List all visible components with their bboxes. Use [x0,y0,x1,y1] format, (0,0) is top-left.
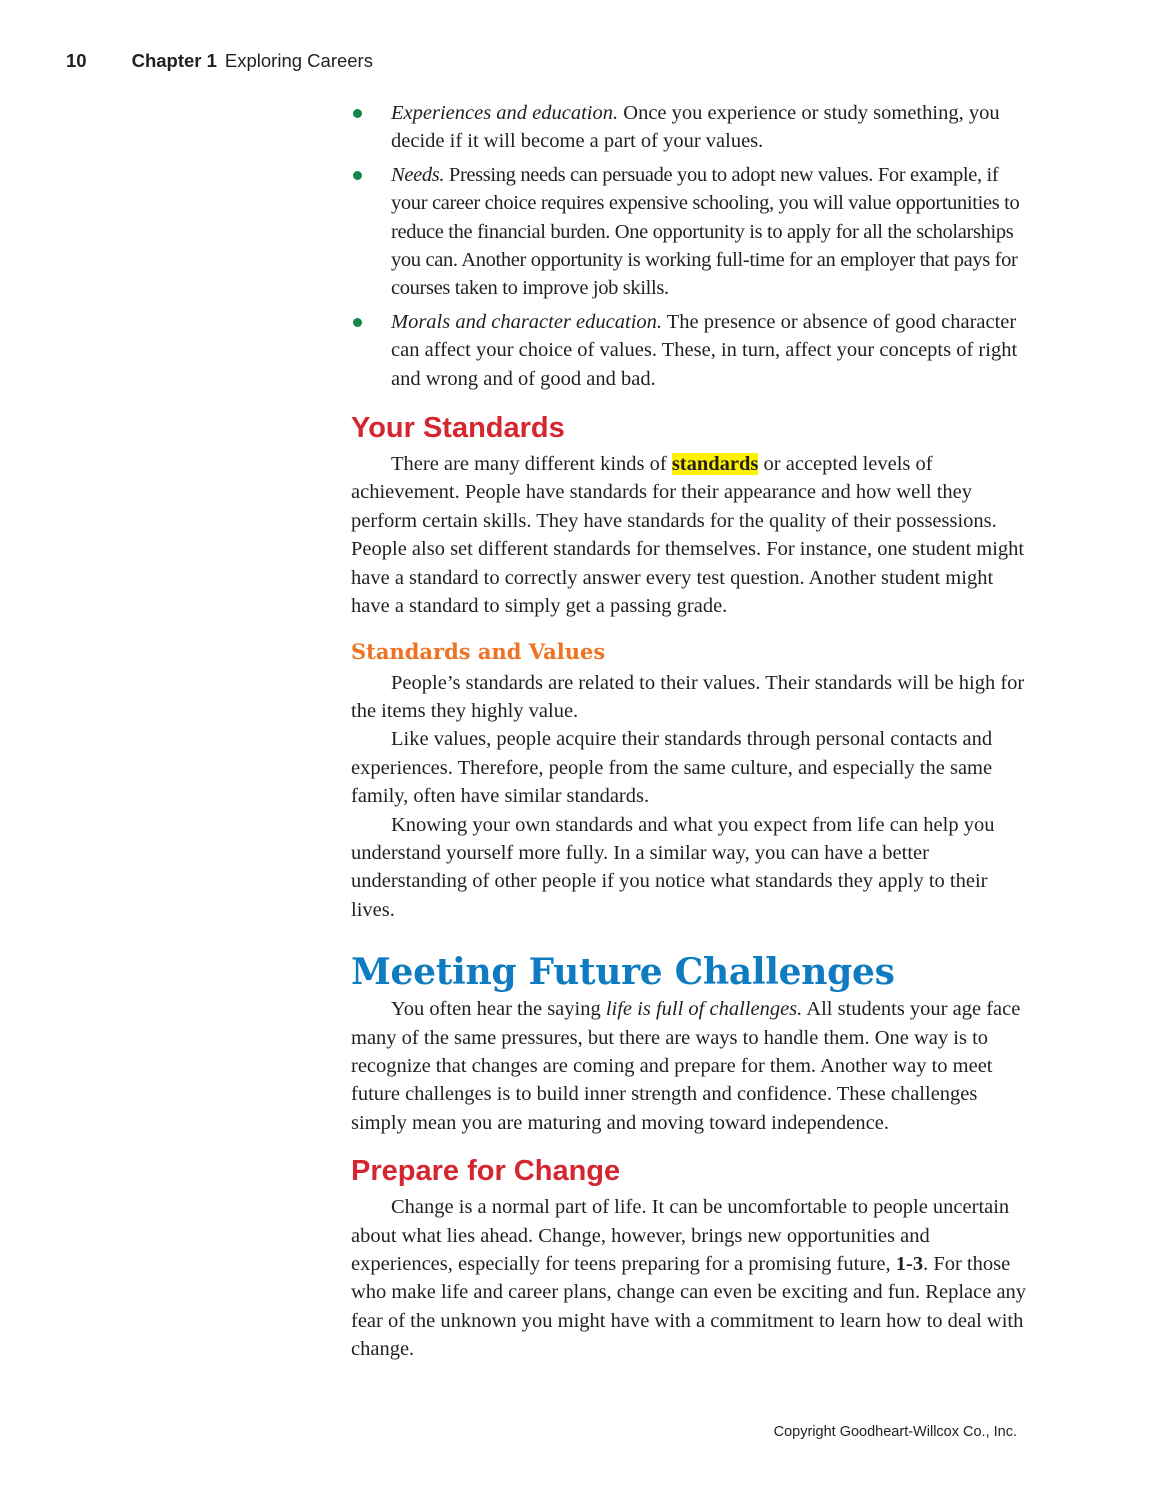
list-item [351,161,1031,303]
bullet-text: The presence or absence of good character can affect your choice of values. These, in turn, affect your concepts of right and wrong and of good and bad. [391,310,1018,390]
bullet-lead: Needs. [391,163,445,186]
paragraph: Like values, people acquire their standards through personal contacts and experiences. Therefore, people from the same culture, and especially the same family, often have similar standards. [351,728,993,808]
paragraph: Change is a normal part of life. It can be uncomfortable to people uncertain about what lies ahead. Change, however, brings new opportunities and experiences, especially for teens preparing for a promising future, 1-3. For those who make life and career plans, change can even be exciting and fun. Replace any fear of the unknown you might have with a commitment to learn how to deal with change. [351,1196,1027,1361]
chapter-label: Chapter 1 [131,50,217,71]
paragraph: There are many different kinds of standards or accepted levels of achievement. People have standards for their appearance and how well they perform certain skills. They have standards for the quality of their possessions. People also set different standards for themselves. For instance, one student might have a standard to correctly answer every test question. Another student might have a standard to simply get a passing grade. [351,453,1025,618]
heading-your-standards: Your Standards [351,412,565,445]
heading-standards-and-values: Standards and Values [351,638,606,664]
key-term-standards: standards [671,453,759,476]
heading-meeting-future-challenges: Meeting Future Challenges [351,951,895,994]
chapter-title: Exploring Careers [224,50,373,71]
bullet-text: Pressing needs can persuade you to adopt new values. For example, if your career choice requires expensive schooling, you will value opportunities to reduce the financial burden. One opportunity is to apply for all the scholarships you can. Another opportunity is working full-time for an employer that pays for courses taken to improve job skills. [391,163,1020,300]
bullet-lead: Experiences and education. [391,102,619,124]
main-column [351,99,1031,1364]
paragraph: Knowing your own standards and what you expect from life can help you understand yourself more fully. In a similar way, you can have a better understanding of other people if you notice what standards they apply to their lives. [351,813,995,921]
page-number: 10 [66,50,87,71]
paragraph: People’s standards are related to their values. Their standards will be high for the items they highly value. [351,671,1025,722]
bullet-text: Once you experience or study something, you decide if it will become a part of your values. [391,102,1000,153]
list-item [351,99,1031,156]
heading-prepare-for-change: Prepare for Change [351,1155,621,1188]
figure-reference: 1-3 [895,1253,924,1275]
bullet-lead: Morals and character education. [391,310,663,333]
values-bullet-list [351,99,1031,393]
running-head [66,50,373,72]
paragraph: You often hear the saying life is full of challenges. All students your age face many of the same pressures, but there are ways to handle them. One way is to recognize that changes are coming and prepare for them. Another way to meet future challenges is to build inner strength and confidence. These challenges simply mean you are maturing and moving toward independence. [351,998,1021,1134]
copyright-notice: Copyright Goodheart-Willcox Co., Inc. [773,1424,1017,1440]
list-item [351,308,1031,393]
